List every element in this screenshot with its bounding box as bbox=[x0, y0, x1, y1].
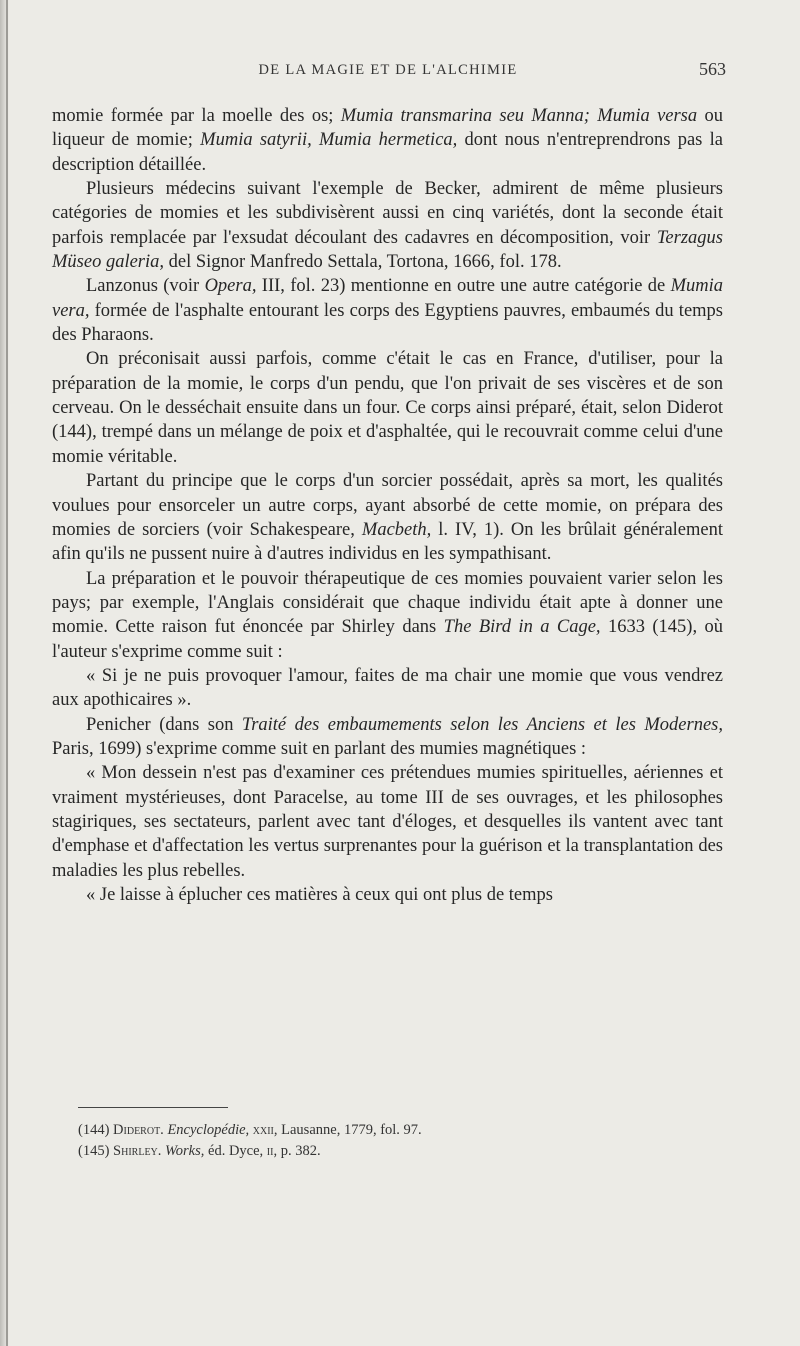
body-text bbox=[52, 104, 723, 907]
small-caps-text: xxii, bbox=[252, 1122, 278, 1138]
text-run: (145) bbox=[78, 1143, 114, 1159]
text-run: dont nous n'entreprendrons pas la description détaillée. bbox=[52, 130, 724, 175]
quote-paragraph bbox=[52, 883, 723, 907]
text-run: III, fol. 23) mentionne en outre une autre catégorie de bbox=[256, 276, 671, 297]
binding-line bbox=[6, 0, 8, 1346]
paragraph bbox=[52, 347, 723, 469]
footnote bbox=[78, 1141, 718, 1162]
italic-text: Works, bbox=[165, 1143, 205, 1159]
italic-text: Terzagus Müseo galeria, bbox=[52, 227, 723, 273]
text-run: p. 382. bbox=[277, 1143, 321, 1159]
paragraph bbox=[52, 177, 723, 274]
running-title: DE LA MAGIE ET DE L'ALCHIMIE bbox=[258, 62, 518, 78]
text-run: La préparation et le pouvoir thérapeutique de ces momies pouvaient varier selon les pays; par exemple, l'Anglais considérait que chaque individu était apte à donner une momie. Cette raison fut énoncée par Shirley dans bbox=[52, 568, 723, 638]
text-run: Lanzonus (voir bbox=[86, 276, 205, 297]
small-caps-text: Diderot. bbox=[113, 1122, 164, 1138]
text-run: « Je laisse à éplucher ces matières à ceux qui ont plus de temps bbox=[86, 885, 553, 905]
italic-text: Mumia transmarina seu Manna; Mumia versa bbox=[340, 106, 698, 126]
text-run: « Mon dessein n'est pas d'examiner ces prétendues mumies spirituelles, aériennes et vraiment mystérieuses, dont Paracelse, au tome III de ses ouvrages, et les philosophes stagiriques, ses sectateurs, parlent avec tant d'éloges, et desquelles ils vantent avec tant d'emphase et d'affectation les vertus surprenantes pour la guérison et la transplantation des maladies les plus rebelles. bbox=[52, 763, 723, 881]
text-run: l. IV, 1). On les brûlait généralement afin qu'ils ne pussent nuire à d'autres individus en les sympathisant. bbox=[52, 519, 724, 565]
text-run: Paris, 1699) s'exprime comme suit en parlant des mumies magnétiques : bbox=[52, 738, 587, 759]
text-run: éd. Dyce, bbox=[204, 1143, 267, 1159]
text-run: momie formée par la moelle des os; bbox=[52, 106, 341, 126]
italic-text: Traité des embaumements selon les Anciens et les Modernes, bbox=[241, 714, 723, 735]
italic-text: Macbeth, bbox=[361, 519, 432, 540]
italic-text: Mumia vera, bbox=[52, 276, 723, 321]
page-number: 563 bbox=[699, 59, 726, 79]
text-run: formée de l'asphalte entourant les corps des Egyptiens pauvres, embaumés du temps des Pharaons. bbox=[52, 300, 723, 346]
paragraph bbox=[52, 567, 723, 664]
paragraph bbox=[52, 469, 723, 566]
small-caps-text: ii, bbox=[266, 1143, 278, 1159]
text-run: On préconisait aussi parfois, comme c'était le cas en France, d'utiliser, pour la préparation de la momie, le corps d'un pendu, que l'on privait de ses viscères et de son cerveau. On le desséchait ensuite dans un four. Ce corps ainsi préparé, était, selon Diderot (144), trempé dans un mélange de poix et d'asphaltée, qui le recouvrait comme celui d'une momie véritable. bbox=[52, 349, 723, 467]
page-header bbox=[52, 59, 726, 86]
text-run: Partant du principe que le corps d'un sorcier possédait, après sa mort, les qualités voulues pour ensorceler un autre corps, ayant absorbé de cette momie, on prépara des momies de sorciers (voir Schakespeare, bbox=[52, 471, 723, 540]
text-run: Lausanne, 1779, fol. 97. bbox=[277, 1122, 422, 1138]
italic-text: Opera, bbox=[204, 276, 257, 297]
paragraph bbox=[52, 713, 723, 762]
text-run: Plusieurs médecins suivant l'exemple de Becker, admirent de même plusieurs catégories de momies et les subdivisèrent aussi en cinq variétés, dont la seconde était parfois remplacée par l'exsudat découlant des cadavres en décomposition, voir bbox=[52, 179, 723, 248]
paragraph bbox=[52, 104, 723, 177]
footnote bbox=[78, 1120, 718, 1141]
italic-text: Mumia satyrii, Mumia hermetica, bbox=[200, 130, 458, 151]
text-run: « Si je ne puis provoquer l'amour, faites de ma chair une momie que vous vendrez aux apothicaires ». bbox=[52, 665, 723, 711]
paragraph bbox=[52, 274, 723, 347]
italic-text: Encyclopédie, bbox=[167, 1122, 250, 1138]
italic-text: The Bird in a Cage, bbox=[443, 617, 601, 638]
footnotes bbox=[78, 1120, 718, 1162]
text-run: ou liqueur de momie; bbox=[52, 106, 723, 151]
quote-paragraph bbox=[52, 761, 723, 883]
text-run: Penicher (dans son bbox=[86, 714, 242, 735]
text-run: 1633 (145), où l'auteur s'exprime comme suit : bbox=[52, 617, 723, 662]
text-run: del Signor Manfredo Settala, Tortona, 1666, fol. 178. bbox=[164, 252, 562, 273]
footnote-divider bbox=[78, 1107, 228, 1108]
quote-paragraph bbox=[52, 664, 723, 713]
small-caps-text: Shirley. bbox=[113, 1143, 162, 1159]
text-run: (144) bbox=[78, 1122, 114, 1138]
